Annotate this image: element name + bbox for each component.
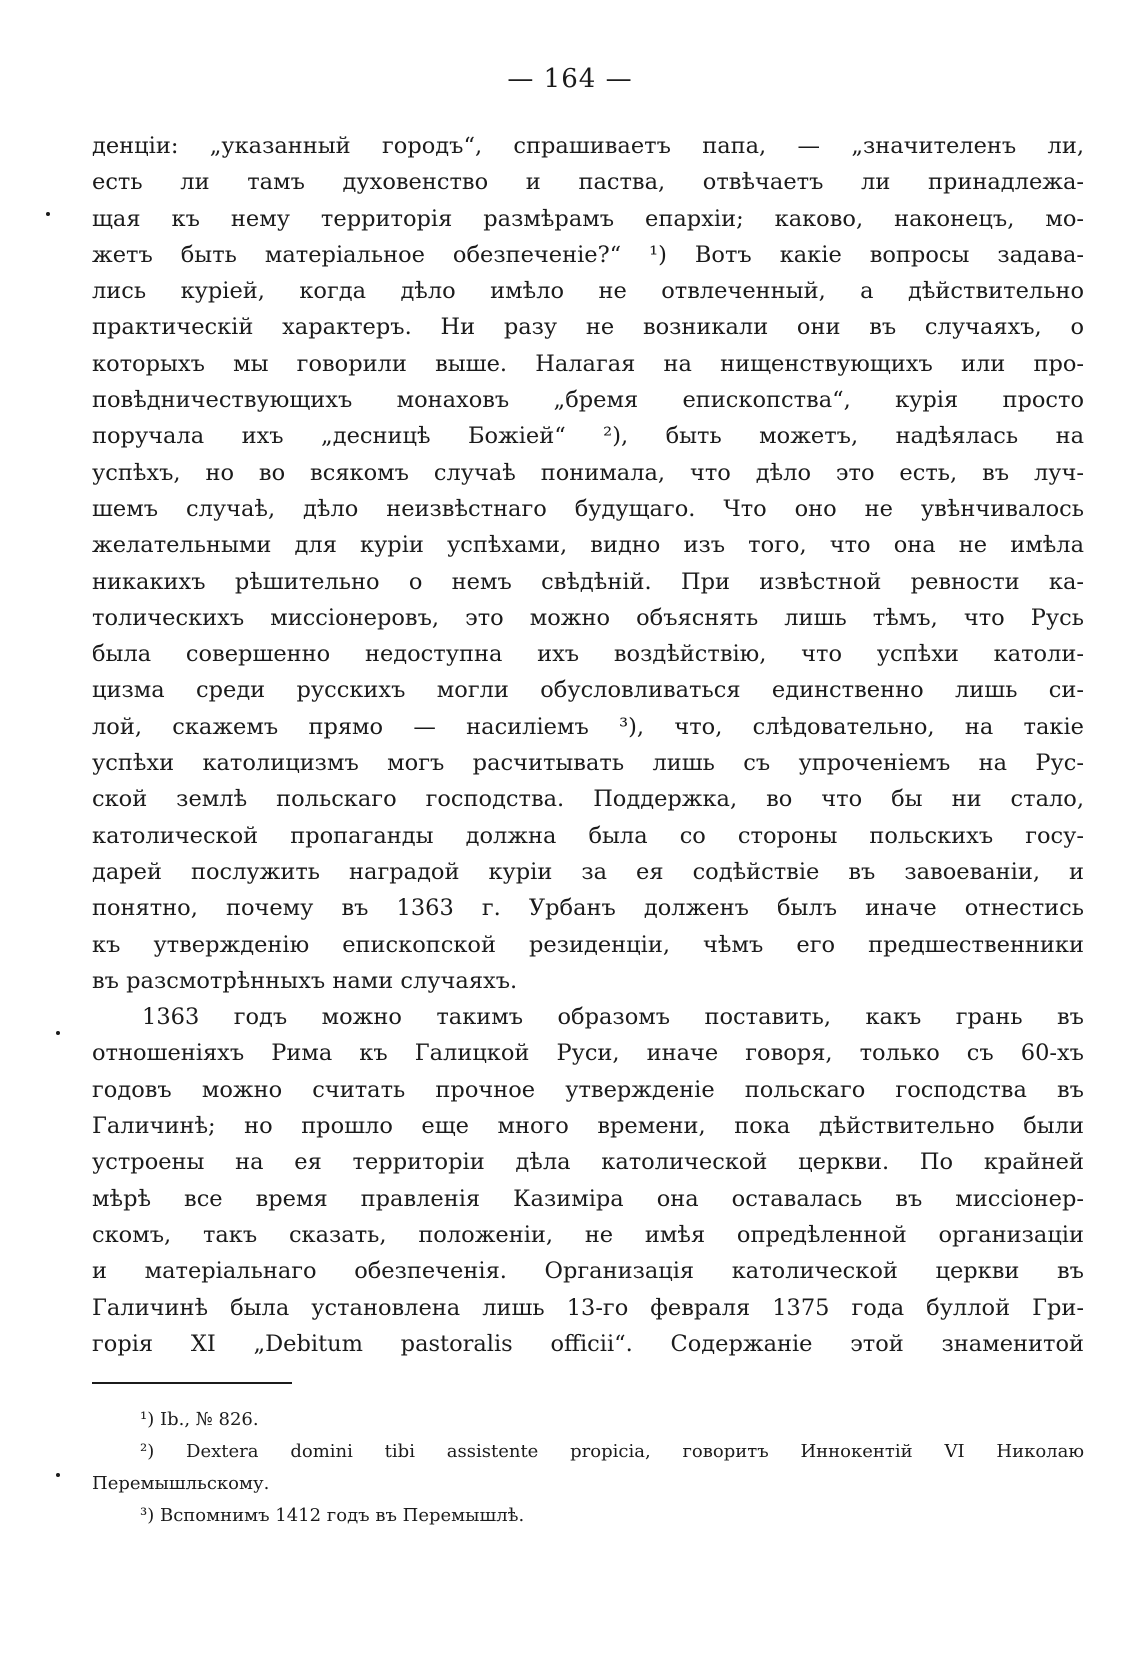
text-line: горія XI „Debitum pastoralis officii“. Содержаніе этой знаменитой bbox=[92, 1330, 1084, 1357]
margin-mark bbox=[56, 1473, 60, 1477]
text-line: Галичинѣ была установлена лишь 13-го февраля 1375 года буллой Гри- bbox=[92, 1294, 1084, 1321]
footnote-1: ¹) Ib., № 826. bbox=[140, 1409, 259, 1430]
text-line: устроены на ея территоріи дѣла католической церкви. По крайней bbox=[92, 1149, 1084, 1176]
footnotes bbox=[92, 1404, 1084, 1532]
text-line: лись куріей, когда дѣло имѣло не отвлеченный, а дѣйствительно bbox=[92, 278, 1084, 305]
text-line: лой, скажемъ прямо — насиліемъ ³), что, слѣдовательно, на такіе bbox=[92, 713, 1084, 740]
text-line: Галичинѣ; но прошло еще много времени, пока дѣйствительно были bbox=[92, 1113, 1084, 1140]
text-line: была совершенно недоступна ихъ воздѣйствію, что успѣхи католи- bbox=[92, 641, 1084, 668]
page-number: — 164 — bbox=[507, 64, 633, 94]
text-line: успѣхи католицизмъ могъ расчитывать лишь съ упроченіемъ на Рус- bbox=[92, 750, 1084, 777]
text-line: повѣдничествующихъ монаховъ „бремя епископства“, курія просто bbox=[92, 387, 1084, 414]
text-line: мѣрѣ все время правленія Казиміра она оставалась въ миссіонер- bbox=[92, 1185, 1084, 1212]
footnote-separator bbox=[92, 1382, 292, 1384]
footnote-3: ³) Вспомнимъ 1412 годъ въ Перемышлѣ. bbox=[140, 1505, 525, 1526]
footnote-2-continuation: Перемышльскому. bbox=[92, 1473, 270, 1494]
margin-mark bbox=[56, 1031, 60, 1035]
text-line: понятно, почему въ 1363 г. Урбанъ долженъ былъ иначе отнестись bbox=[92, 895, 1084, 922]
text-line: практическій характеръ. Ни разу не возникали они въ случаяхъ, о bbox=[92, 314, 1084, 341]
text-line: поручала ихъ „десницѣ Божіей“ ²), быть можетъ, надѣялась на bbox=[92, 423, 1084, 450]
text-line: есть ли тамъ духовенство и паства, отвѣчаетъ ли принадлежа- bbox=[92, 169, 1084, 196]
text-line: и матеріальнаго обезпеченія. Организація католической церкви въ bbox=[92, 1258, 1084, 1285]
text-line: годовъ можно считать прочное утвержденіе польскаго господства въ bbox=[92, 1076, 1084, 1103]
text-line: толическихъ миссіонеровъ, это можно объяснять лишь тѣмъ, что Русь bbox=[92, 604, 1084, 631]
text-line: денціи: „указанный городъ“, спрашиваетъ папа, — „значителенъ ли, bbox=[92, 133, 1084, 159]
text-line: щая къ нему территорія размѣрамъ епархіи; каково, наконецъ, мо- bbox=[92, 205, 1084, 232]
margin-mark bbox=[46, 212, 50, 216]
main-text bbox=[92, 128, 1084, 1362]
text-line: никакихъ рѣшительно о немъ свѣдѣній. При извѣстной ревности ка- bbox=[92, 568, 1084, 595]
paragraph-start-line: 1363 годъ можно такимъ образомъ поставить, какъ грань въ bbox=[142, 1004, 1084, 1031]
text-line: католической пропаганды должна была со стороны польскихъ госу- bbox=[92, 822, 1084, 849]
text-line: ской землѣ польскаго господства. Поддержка, во что бы ни стало, bbox=[92, 786, 1084, 813]
text-line: желательными для куріи успѣхами, видно изъ того, что она не имѣла bbox=[92, 532, 1084, 559]
text-line: цизма среди русскихъ могли обусловливаться единственно лишь си- bbox=[92, 677, 1084, 704]
text-line: къ утвержденію епископской резиденціи, чѣмъ его предшественники bbox=[92, 931, 1084, 958]
text-line: отношеніяхъ Рима къ Галицкой Руси, иначе говоря, только съ 60-хъ bbox=[92, 1040, 1084, 1067]
text-line: скомъ, такъ сказать, положеніи, не имѣя опредѣленной организаціи bbox=[92, 1221, 1084, 1248]
text-line: успѣхъ, но во всякомъ случаѣ понимала, что дѣло это есть, въ луч- bbox=[92, 459, 1084, 486]
text-line: шемъ случаѣ, дѣло неизвѣстнаго будущаго. Что оно не увѣнчивалось bbox=[92, 495, 1084, 522]
paragraph-end-line: въ разсмотрѣнныхъ нами случаяхъ. bbox=[92, 967, 518, 994]
text-line: жетъ быть матеріальное обезпеченіе?“ ¹) Вотъ какіе вопросы задава- bbox=[92, 241, 1084, 268]
text-line: которыхъ мы говорили выше. Налагая на нищенствующихъ или про- bbox=[92, 350, 1084, 377]
footnote-2: ²) Dextera domini tibi assistente propicia, говоритъ Иннокентій VI Николаю bbox=[140, 1441, 1084, 1462]
text-line: дарей послужить наградой куріи за ея содѣйствіе въ завоеваніи, и bbox=[92, 858, 1084, 885]
